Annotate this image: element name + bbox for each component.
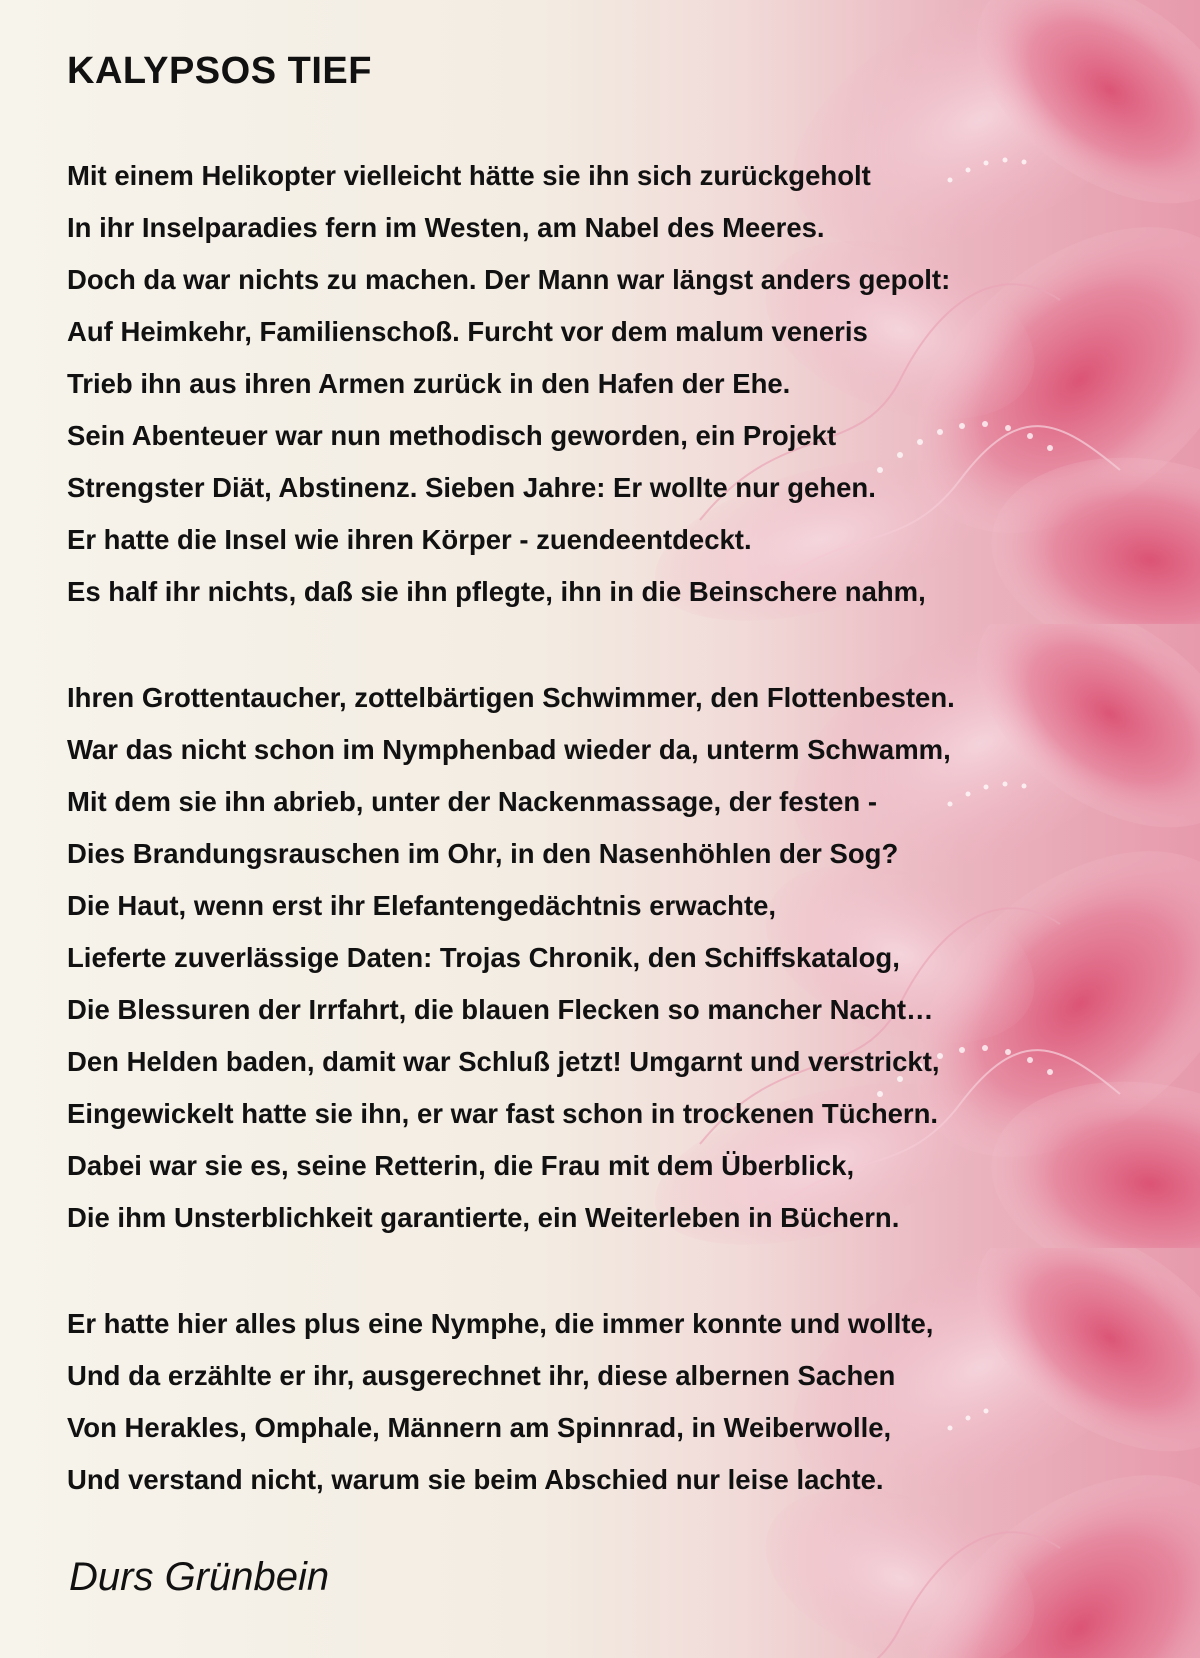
poem-line: Eingewickelt hatte sie ihn, er war fast schon in trockenen Tüchern.	[67, 1098, 939, 1129]
poem-line: Den Helden baden, damit war Schluß jetzt! Umgarnt und verstrickt,	[67, 1046, 940, 1077]
poem-line: Dabei war sie es, seine Retterin, die Frau mit dem Überblick,	[67, 1150, 855, 1181]
poem-line: War das nicht schon im Nymphenbad wieder da, unterm Schwamm,	[67, 734, 951, 765]
poem-line: Doch da war nichts zu machen. Der Mann war längst anders gepolt:	[67, 264, 951, 295]
poem-line: Und da erzählte er ihr, ausgerechnet ihr, diese albernen Sachen	[67, 1360, 896, 1391]
poem-line: Mit dem sie ihn abrieb, unter der Nackenmassage, der festen -	[67, 786, 877, 817]
poem-line: Lieferte zuverlässige Daten: Trojas Chronik, den Schiffskatalog,	[67, 942, 900, 973]
poem-line: Die Blessuren der Irrfahrt, die blauen Flecken so mancher Nacht…	[67, 994, 934, 1025]
poem-line: Die ihm Unsterblichkeit garantierte, ein Weiterleben in Büchern.	[67, 1202, 900, 1233]
stanza-2	[67, 672, 955, 1244]
poem-line: Und verstand nicht, warum sie beim Abschied nur leise lachte.	[67, 1464, 884, 1495]
poem-line: In ihr Inselparadies fern im Westen, am Nabel des Meeres.	[67, 212, 825, 243]
poem-line: Auf Heimkehr, Familienschoß. Furcht vor dem malum veneris	[67, 316, 868, 347]
poem-line: Es half ihr nichts, daß sie ihn pflegte, ihn in die Beinschere nahm,	[67, 576, 926, 607]
stanza-1	[67, 150, 950, 618]
poem-line: Von Herakles, Omphale, Männern am Spinnrad, in Weiberwolle,	[67, 1412, 892, 1443]
poem-line: Er hatte hier alles plus eine Nymphe, die immer konnte und wollte,	[67, 1308, 934, 1339]
poem-line: Mit einem Helikopter vielleicht hätte sie ihn sich zurückgeholt	[67, 160, 871, 191]
poem-line: Sein Abenteuer war nun methodisch geworden, ein Projekt	[67, 420, 837, 451]
stanza-3	[67, 1298, 933, 1506]
poem-title: KALYPSOS TIEF	[67, 50, 372, 92]
poem-line: Trieb ihn aus ihren Armen zurück in den Hafen der Ehe.	[67, 368, 791, 399]
poem-line: Strengster Diät, Abstinenz. Sieben Jahre: Er wollte nur gehen.	[67, 472, 876, 503]
poem-line: Die Haut, wenn erst ihr Elefantengedächtnis erwachte,	[67, 890, 777, 921]
poem-author: Durs Grünbein	[69, 1555, 330, 1599]
poem-line: Dies Brandungsrauschen im Ohr, in den Nasenhöhlen der Sog?	[67, 838, 899, 869]
poem-line: Ihren Grottentaucher, zottelbärtigen Schwimmer, den Flottenbesten.	[67, 682, 955, 713]
poem-line: Er hatte die Insel wie ihren Körper - zuendeentdeckt.	[67, 524, 752, 555]
